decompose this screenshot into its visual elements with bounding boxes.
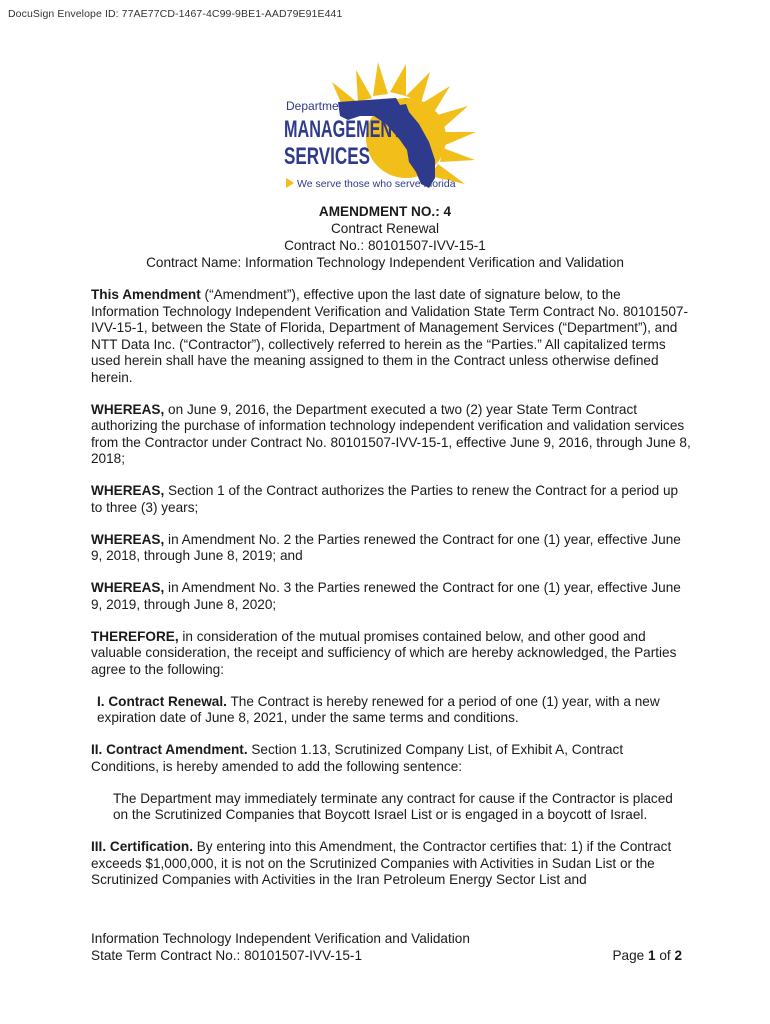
contract-number: Contract No.: 80101507-IVV-15-1: [284, 238, 486, 253]
page-footer: [91, 930, 682, 964]
envelope-id: DocuSign Envelope ID: 77AE77CD-1467-4C99-9BE1-AAD79E91E441: [8, 8, 343, 20]
page-of: of: [655, 948, 675, 963]
footer-contract: State Term Contract No.: 80101507-IVV-15-1: [91, 948, 363, 963]
intro-label: This Amendment: [91, 287, 201, 302]
section-contract-renewal: [97, 694, 691, 727]
section-certification: [91, 839, 691, 889]
logo-line3: SERVICES: [284, 143, 370, 170]
document-body: [91, 287, 691, 904]
section-contract-amendment: [91, 742, 691, 775]
document-header: [0, 203, 770, 271]
whereas-label: WHEREAS,: [91, 483, 165, 498]
amendment-number: AMENDMENT NO.: 4: [318, 204, 452, 219]
section-text: By entering into this Amendment, the Contractor certifies that: 1) if the Contract exceeds $1,000,000, it is not on the Scrutinized Companies with Activities in Sudan List or the Scrutinized Companies with Activities in the Iran Petroleum Energy Sector List and: [91, 839, 672, 887]
whereas-text: in Amendment No. 2 the Parties renewed the Contract for one (1) year, effective June 9, 2018, through June 8, 2019; and: [91, 531, 681, 563]
therefore-paragraph: [91, 629, 691, 679]
contract-name: Contract Name: Information Technology Independent Verification and Validation: [146, 255, 624, 270]
whereas-paragraph: [91, 402, 691, 468]
amendment-quote: The Department may immediately terminate any contract for cause if the Contractor is placed on the Scrutinized Companies that Boycott Israel List or is engaged in a boycott of Israel.: [113, 790, 673, 822]
intro-text: (“Amendment”), effective upon the last date of signature below, to the Information Technology Independent Verification and Validation State Term Contract No. 80101507-IVV-15-1, between the State of Florida, Department of Management Services (“Department”), and NTT Data Inc. (“Contractor”), collectively referred to herein as the “Parties.” All capitalized terms used herein shall have the meaning assigned to them in the Contract unless otherwise defined herein.: [91, 287, 689, 385]
dms-logo: [278, 58, 493, 198]
therefore-label: THEREFORE,: [91, 628, 179, 644]
logo-line1: Department of: [286, 99, 363, 113]
intro-paragraph: [91, 287, 691, 386]
page-current: 1: [647, 948, 656, 963]
whereas-paragraph: [91, 483, 691, 516]
whereas-paragraph: [91, 580, 691, 613]
document-subtitle: Contract Renewal: [330, 221, 440, 236]
footer-title: Information Technology Independent Verification and Validation: [91, 931, 470, 946]
section-text: The Contract is hereby renewed for a period of one (1) year, with a new expiration date of June 8, 2021, under the same terms and conditions.: [97, 693, 660, 725]
whereas-label: WHEREAS,: [91, 580, 165, 595]
therefore-text: in consideration of the mutual promises contained below, and other good and valuable consideration, the receipt and sufficiency of which are hereby acknowledged, the Parties agree to the following:: [91, 628, 677, 677]
page-total: 2: [674, 948, 682, 963]
play-arrow-icon: [286, 178, 294, 188]
whereas-text: on June 9, 2016, the Department executed a two (2) year State Term Contract authorizing the purchase of information technology independent verification and validation services from the Contractor under Contract No. 80101507-IVV-15-1, effective June 9, 2016, through June 8, 2018;: [91, 401, 691, 466]
whereas-paragraph: [91, 532, 691, 565]
logo-line2: MANAGEMENT: [284, 116, 403, 143]
section-label: I. Contract Renewal.: [97, 693, 227, 709]
whereas-label: WHEREAS,: [91, 401, 165, 417]
section-label: II. Contract Amendment.: [91, 742, 248, 757]
whereas-text: Section 1 of the Contract authorizes the Parties to renew the Contract for a period up to three (3) years;: [91, 483, 679, 515]
section-label: III. Certification.: [91, 839, 193, 854]
page-number: [612, 947, 682, 964]
logo-tagline: We serve those who serve Florida: [297, 178, 456, 190]
whereas-text: in Amendment No. 3 the Parties renewed the Contract for one (1) year, effective June 9, 2019, through June 8, 2020;: [91, 580, 681, 612]
section-text: Section 1.13, Scrutinized Company List, of Exhibit A, Contract Conditions, is hereby amended to add the following sentence:: [91, 742, 624, 774]
page-word: Page: [612, 948, 648, 963]
whereas-label: WHEREAS,: [91, 531, 165, 547]
